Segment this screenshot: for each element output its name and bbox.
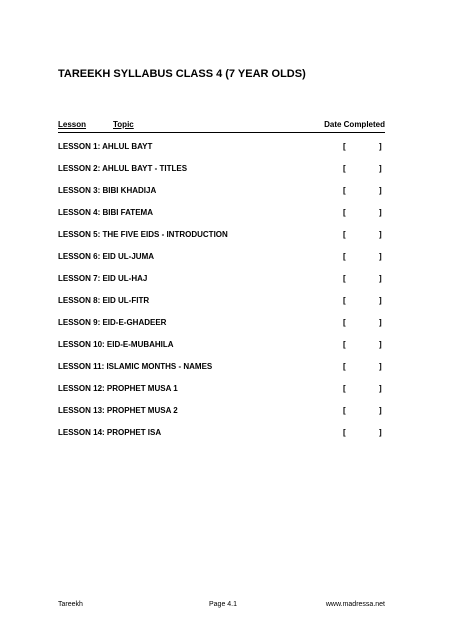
- page-footer: [58, 601, 385, 613]
- lesson-row: [58, 186, 385, 198]
- header-lesson: Lesson: [58, 120, 87, 129]
- bracket-open: [: [343, 142, 346, 151]
- lesson-label: LESSON 4: BIBI FATEMA: [58, 208, 153, 217]
- lesson-row: [58, 296, 385, 308]
- lesson-row: [58, 142, 385, 154]
- bracket-close: ]: [379, 274, 382, 283]
- footer-left: Tareekh: [58, 601, 83, 608]
- bracket-open: [: [343, 186, 346, 195]
- lesson-label: LESSON 8: EID UL-FITR: [58, 296, 150, 305]
- bracket-open: [: [343, 406, 346, 415]
- bracket-open: [: [343, 252, 346, 261]
- bracket-close: ]: [379, 318, 382, 327]
- lesson-row: [58, 318, 385, 330]
- bracket-open: [: [343, 230, 346, 239]
- bracket-close: ]: [379, 252, 382, 261]
- bracket-open: [: [343, 340, 346, 349]
- lesson-label: LESSON 3: BIBI KHADIJA: [58, 186, 157, 195]
- footer-website: www.madressa.net: [325, 601, 385, 608]
- bracket-open: [: [343, 384, 346, 393]
- lesson-row: [58, 274, 385, 286]
- lesson-label: LESSON 7: EID UL-HAJ: [58, 274, 148, 283]
- table-header: [58, 118, 385, 133]
- bracket-close: ]: [379, 208, 382, 217]
- lesson-label: LESSON 2: AHLUL BAYT - TITLES: [58, 164, 188, 173]
- bracket-open: [: [343, 274, 346, 283]
- lesson-label: LESSON 14: PROPHET ISA: [58, 428, 162, 437]
- header-topic: Topic: [113, 120, 134, 129]
- bracket-close: ]: [379, 428, 382, 437]
- lesson-label: LESSON 6: EID UL-JUMA: [58, 252, 155, 261]
- lesson-row: [58, 340, 385, 352]
- bracket-open: [: [343, 164, 346, 173]
- lesson-label: LESSON 12: PROPHET MUSA 1: [58, 384, 178, 393]
- bracket-open: [: [343, 208, 346, 217]
- lesson-label: LESSON 5: THE FIVE EIDS - INTRODUCTION: [58, 230, 228, 239]
- bracket-close: ]: [379, 230, 382, 239]
- bracket-close: ]: [379, 164, 382, 173]
- lesson-row: [58, 230, 385, 242]
- lesson-label: LESSON 11: ISLAMIC MONTHS - NAMES: [58, 362, 213, 371]
- lesson-row: [58, 384, 385, 396]
- lesson-row: [58, 252, 385, 264]
- page-title: TAREEKH SYLLABUS CLASS 4 (7 YEAR OLDS): [58, 68, 306, 80]
- bracket-open: [: [343, 318, 346, 327]
- lesson-label: LESSON 13: PROPHET MUSA 2: [58, 406, 178, 415]
- bracket-open: [: [343, 296, 346, 305]
- bracket-open: [: [343, 362, 346, 371]
- lesson-label: LESSON 9: EID-E-GHADEER: [58, 318, 167, 327]
- bracket-close: ]: [379, 406, 382, 415]
- bracket-close: ]: [379, 384, 382, 393]
- bracket-open: [: [343, 428, 346, 437]
- lesson-row: [58, 406, 385, 418]
- lesson-label: LESSON 10: EID-E-MUBAHILA: [58, 340, 174, 349]
- bracket-close: ]: [379, 186, 382, 195]
- header-date-completed: Date Completed: [324, 120, 385, 129]
- bracket-close: ]: [379, 142, 382, 151]
- lesson-row: [58, 362, 385, 374]
- bracket-close: ]: [379, 340, 382, 349]
- lesson-label: LESSON 1: AHLUL BAYT: [58, 142, 153, 151]
- lesson-row: [58, 164, 385, 176]
- footer-page-number: Page 4.1: [208, 601, 238, 608]
- lesson-row: [58, 428, 385, 440]
- lesson-row: [58, 208, 385, 220]
- bracket-close: ]: [379, 362, 382, 371]
- bracket-close: ]: [379, 296, 382, 305]
